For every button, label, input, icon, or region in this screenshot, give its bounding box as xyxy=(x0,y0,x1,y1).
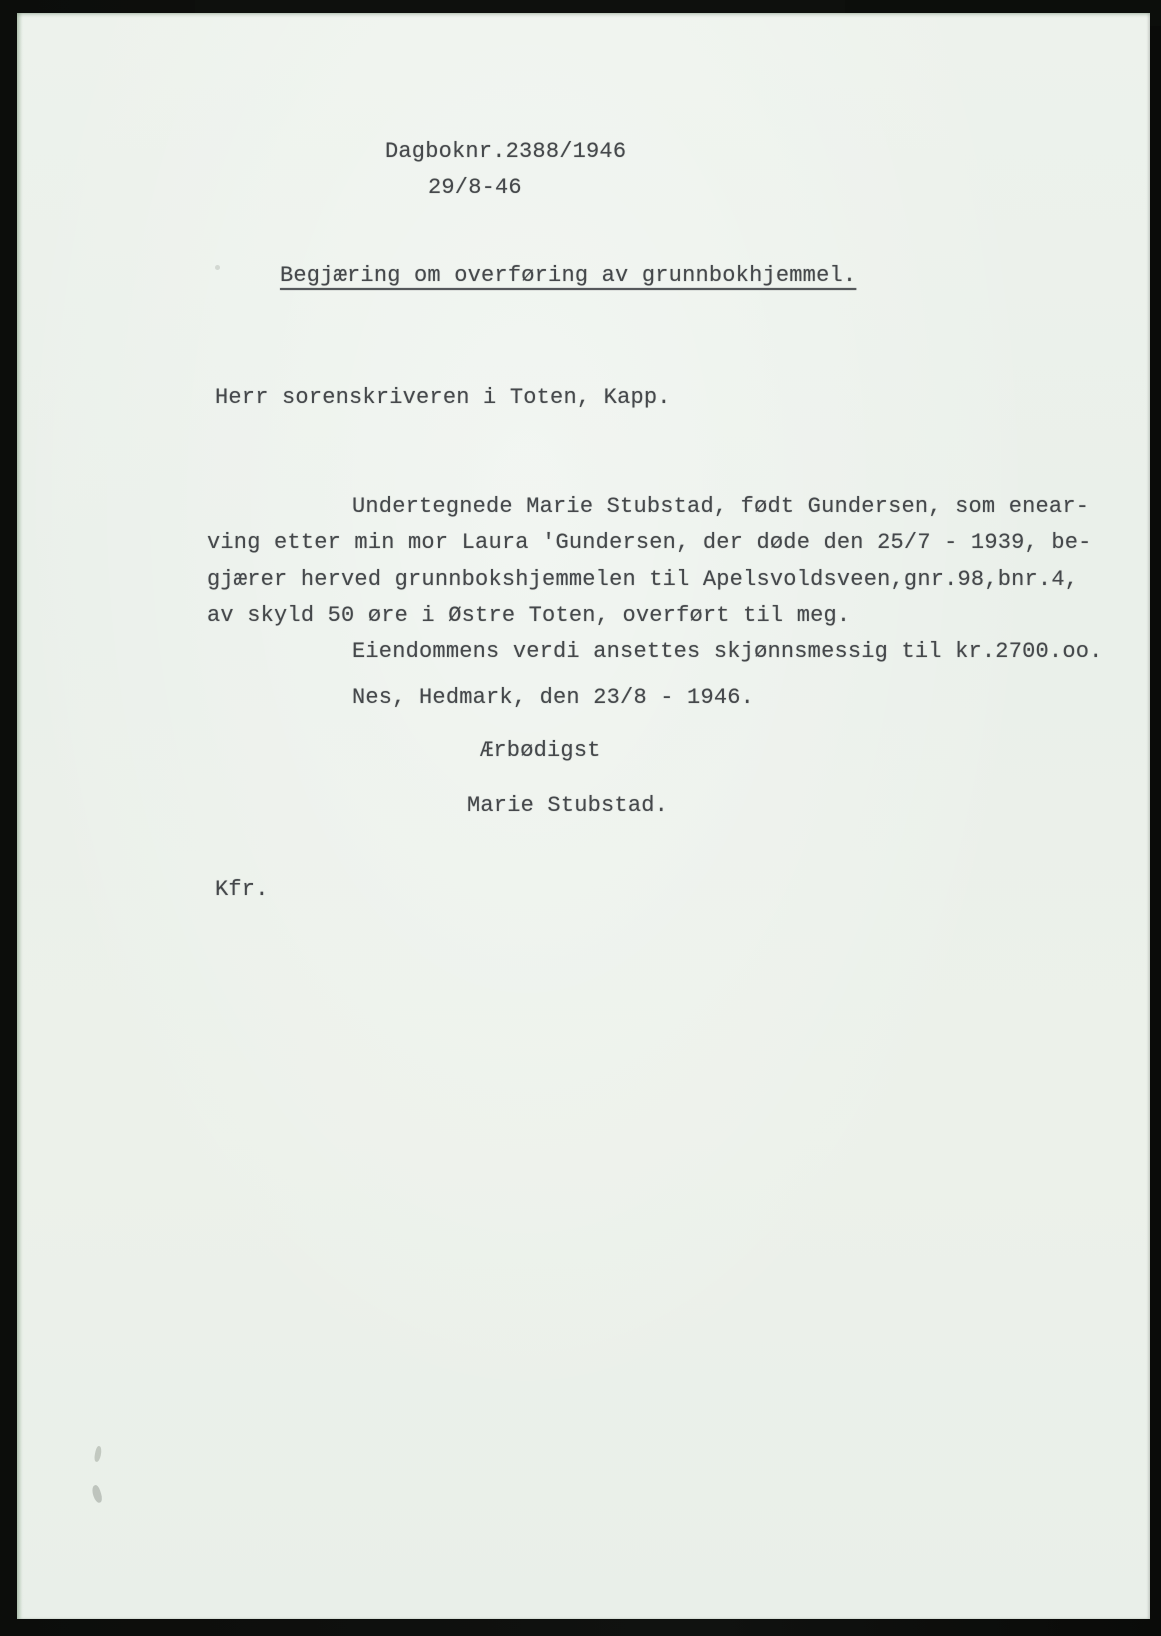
dateline: Nes, Hedmark, den 23/8 - 1946. xyxy=(352,685,755,710)
body-line: av skyld 50 øre i Østre Toten, overført til meg. xyxy=(207,602,851,628)
scan-speck xyxy=(90,1484,103,1504)
closing-phrase: Ærbødigst xyxy=(480,738,601,763)
document-page xyxy=(17,13,1150,1619)
salutation: Herr sorenskriveren i Toten, Kapp. xyxy=(215,385,671,410)
journal-date: 29/8-46 xyxy=(428,175,522,200)
body-line: Eiendommens verdi ansettes skjønnsmessig til kr.2700.oo. xyxy=(352,639,1103,665)
journal-number: Dagboknr.2388/1946 xyxy=(385,139,627,164)
scan-speck xyxy=(93,1446,102,1463)
kfr-note: Kfr. xyxy=(215,877,269,902)
body-line: ving etter min mor Laura 'Gundersen, der døde den 25/7 - 1939, be- xyxy=(207,530,1092,556)
document-title: Begjæring om overføring av grunnbokhjemmel. xyxy=(280,263,857,288)
body-line: Undertegnede Marie Stubstad, født Gundersen, som enear- xyxy=(352,494,1090,519)
signature: Marie Stubstad. xyxy=(467,793,669,818)
scan-speck xyxy=(215,265,220,270)
body-line: gjærer herved grunnbokshjemmelen til Apelsvoldsveen,gnr.98,bnr.4, xyxy=(207,566,1079,592)
body-paragraph xyxy=(207,489,1117,670)
